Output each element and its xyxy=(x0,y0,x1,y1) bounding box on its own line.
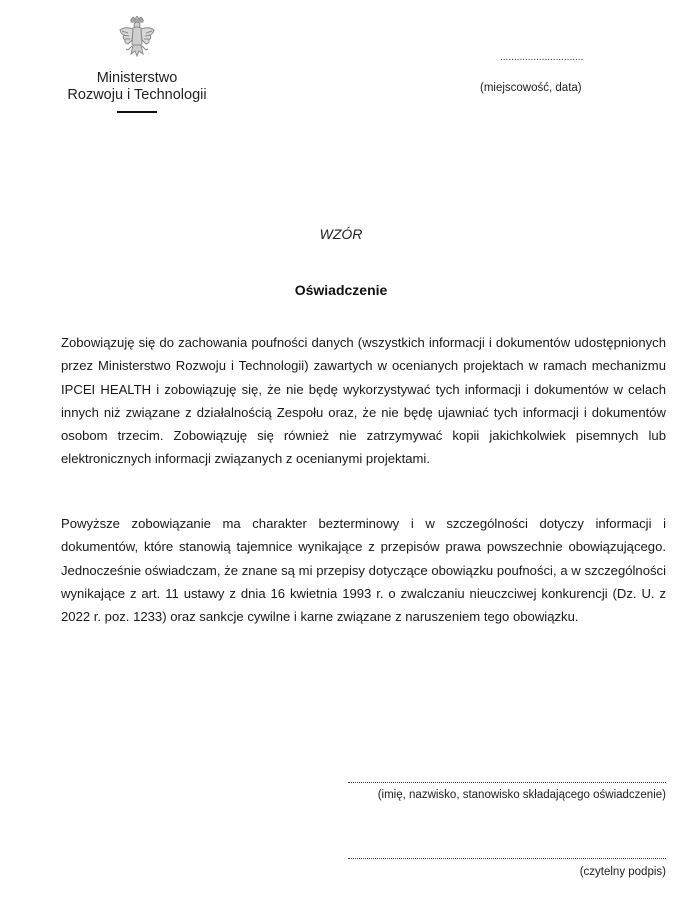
logo-underline xyxy=(117,111,157,113)
ministry-logo xyxy=(66,16,208,103)
place-date-label: (miejscowość, data) xyxy=(480,82,582,94)
template-label: WZÓR xyxy=(319,226,363,242)
document-title: Oświadczenie xyxy=(294,282,388,298)
body-paragraph-2: Powyższe zobowiązanie ma charakter bezterminowy i w szczególności dotyczy informacji i dokumentów, które stanowią tajemnice wynikające z przepisów prawa powszechnie obowiązującego. Jednocześnie oświadczam, że znane są mi przepisy dotyczące obowiązku poufności, a w szczególności wynikające z art. 11 ustawy z dnia 16 kwietnia 1993 r. o zwalczaniu nieuczciwej konkurencji (Dz. U. z 2022 r. poz. 1233) oraz sankcje cywilne i karne związane z naruszeniem tego obowiązku. xyxy=(61,516,666,625)
polish-eagle-emblem-icon xyxy=(117,16,157,62)
signature-line xyxy=(348,858,666,860)
name-signature-label: (imię, nazwisko, stanowisko składającego oświadczenie) xyxy=(377,789,666,801)
ministry-name-line2: Rozwoju i Technologii xyxy=(67,87,207,103)
name-signature-line xyxy=(348,782,666,784)
signature-label: (czytelny podpis) xyxy=(579,866,666,878)
place-date-dotted-line: .............................. xyxy=(500,52,584,63)
ministry-name-line1: Ministerstwo xyxy=(96,70,178,86)
body-paragraph-1: Zobowiązuję się do zachowania poufności danych (wszystkich informacji i dokumentów udostępnionych przez Ministerstwo Rozwoju i Technologii) zawartych w ocenianych projektach w ramach mechanizmu IPCEI HEALTH i zobowiązuję się, że nie będę wykorzystywać tych informacji i dokumentów w celach innych niż związane z działalnością Zespołu oraz, że nie będę ujawniać tych informacji i dokumentów osobom trzecim. Zobowiązuję się również nie zatrzymywać kopii jakichkolwiek pisemnych lub elektronicznych informacji związanych z ocenianymi projektami. xyxy=(61,335,666,467)
